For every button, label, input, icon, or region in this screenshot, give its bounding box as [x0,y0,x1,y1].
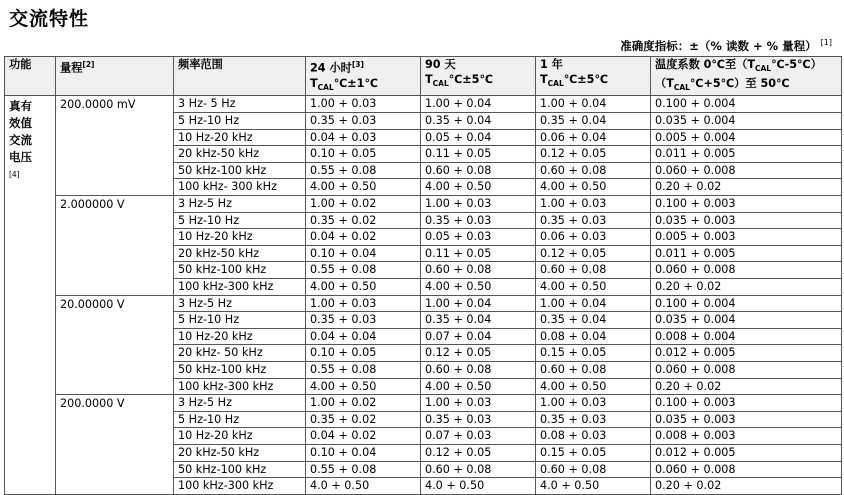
freq-cell: 5 Hz-10 Hz [174,113,306,130]
freq-cell: 3 Hz-5 Hz [174,295,306,312]
freq-cell: 50 kHz-100 kHz [174,262,306,279]
spec-24h-cell: 0.35 + 0.02 [306,411,421,428]
freq-cell: 20 kHz-50 kHz [174,146,306,163]
spec-24h-cell: 0.10 + 0.05 [306,345,421,362]
spec-90d-cell: 4.00 + 0.50 [421,179,536,196]
table-row [5,395,842,412]
spec-24h-cell: 0.04 + 0.02 [306,428,421,445]
table-row [5,196,842,213]
temp-coef-cell: 0.035 + 0.003 [651,411,842,428]
freq-cell: 3 Hz-5 Hz [174,395,306,412]
spec-24h-cell: 0.35 + 0.02 [306,212,421,229]
spec-90d-cell: 0.35 + 0.03 [421,212,536,229]
range-cell: 2.000000 V [56,196,174,296]
temp-coef-cell: 0.005 + 0.003 [651,229,842,246]
spec-24h-cell: 4.00 + 0.50 [306,279,421,296]
spec-24h-cell: 0.10 + 0.05 [306,146,421,163]
freq-cell: 100 kHz-300 kHz [174,378,306,395]
spec-1y-cell: 1.00 + 0.04 [536,295,651,312]
range-cell: 200.0000 mV [56,96,174,196]
temp-coef-cell: 0.060 + 0.008 [651,162,842,179]
temp-coef-cell: 0.060 + 0.008 [651,262,842,279]
col-90d: 90 天 $T_{CAL}℃\pm 5℃$ [421,57,536,96]
spec-1y-cell: 1.00 + 0.04 [536,96,651,113]
spec-24h-cell: 4.00 + 0.50 [306,378,421,395]
spec-90d-cell: 0.07 + 0.04 [421,328,536,345]
temp-coef-cell: 0.012 + 0.005 [651,345,842,362]
temp-coef-cell: 0.100 + 0.003 [651,196,842,213]
spec-1y-cell: 1.00 + 0.03 [536,196,651,213]
spec-1y-cell: 4.00 + 0.50 [536,279,651,296]
spec-1y-cell: 4.00 + 0.50 [536,179,651,196]
range-cell: 200.0000 V [56,395,174,495]
function-cell: 真有 效值 交流 电压 [4] [5,96,56,494]
accuracy-note: 准确度指标：±（% 读数 + % 量程） [1] [620,38,832,53]
spec-24h-cell: 0.35 + 0.03 [306,312,421,329]
spec-1y-cell: 0.12 + 0.05 [536,245,651,262]
spec-90d-cell: 0.05 + 0.03 [421,229,536,246]
col-range: 量程[2] [56,57,174,96]
temp-coef-cell: 0.035 + 0.004 [651,113,842,130]
spec-1y-cell: 0.06 + 0.04 [536,129,651,146]
freq-cell: 100 kHz- 300 kHz [174,179,306,196]
table-header-row [5,57,842,96]
col-24h: 24 小时[3] $T_{CAL}℃\pm 1℃$ [306,57,421,96]
temp-coef-cell: 0.100 + 0.004 [651,96,842,113]
spec-1y-cell: 0.35 + 0.04 [536,312,651,329]
spec-90d-cell: 1.00 + 0.04 [421,295,536,312]
col-temp-coef: 温度系数 0℃至$(T_{CAL}℃-5℃)$ $(T_{CAL}℃+5℃)$至 50℃ [651,57,842,96]
spec-90d-cell: 0.60 + 0.08 [421,461,536,478]
temp-coef-cell: 0.008 + 0.004 [651,328,842,345]
freq-cell: 50 kHz-100 kHz [174,461,306,478]
freq-cell: 10 Hz-20 kHz [174,129,306,146]
temp-coef-cell: 0.060 + 0.008 [651,361,842,378]
freq-cell: 10 Hz-20 kHz [174,328,306,345]
spec-90d-cell: 0.35 + 0.04 [421,113,536,130]
col-freq: 频率范围 [174,57,306,96]
freq-cell: 3 Hz-5 Hz [174,196,306,213]
spec-1y-cell: 0.08 + 0.04 [536,328,651,345]
freq-cell: 20 kHz-50 kHz [174,444,306,461]
temp-coef-cell: 0.20 + 0.02 [651,179,842,196]
spec-24h-cell: 0.55 + 0.08 [306,461,421,478]
temp-coef-cell: 0.100 + 0.004 [651,295,842,312]
spec-90d-cell: 1.00 + 0.03 [421,196,536,213]
spec-1y-cell: 0.35 + 0.03 [536,411,651,428]
spec-1y-cell: 4.00 + 0.50 [536,378,651,395]
spec-90d-cell: 0.12 + 0.05 [421,345,536,362]
freq-cell: 20 kHz- 50 kHz [174,345,306,362]
col-1y: 1 年 $T_{CAL}℃\pm 5℃$ [536,57,651,96]
spec-1y-cell: 1.00 + 0.03 [536,395,651,412]
spec-1y-cell: 0.08 + 0.03 [536,428,651,445]
spec-90d-cell: 0.07 + 0.03 [421,428,536,445]
freq-cell: 10 Hz-20 kHz [174,428,306,445]
temp-coef-cell: 0.035 + 0.003 [651,212,842,229]
freq-cell: 20 kHz-50 kHz [174,245,306,262]
page-title: 交流特性 [9,8,90,30]
spec-90d-cell: 0.60 + 0.08 [421,262,536,279]
spec-24h-cell: 0.04 + 0.04 [306,328,421,345]
range-cell: 20.00000 V [56,295,174,395]
spec-24h-cell: 1.00 + 0.03 [306,96,421,113]
spec-90d-cell: 4.00 + 0.50 [421,378,536,395]
freq-cell: 100 kHz-300 kHz [174,279,306,296]
spec-1y-cell: 4.0 + 0.50 [536,478,651,495]
freq-cell: 10 Hz-20 kHz [174,229,306,246]
temp-coef-cell: 0.005 + 0.004 [651,129,842,146]
ac-spec-table [4,56,842,495]
col-function: 功能 [5,57,56,96]
spec-90d-cell: 0.11 + 0.05 [421,245,536,262]
spec-24h-cell: 0.55 + 0.08 [306,262,421,279]
spec-90d-cell: 0.60 + 0.08 [421,361,536,378]
table-row [5,295,842,312]
table-row [5,96,842,113]
spec-1y-cell: 0.35 + 0.04 [536,113,651,130]
temp-coef-cell: 0.011 + 0.005 [651,146,842,163]
spec-90d-cell: 0.35 + 0.04 [421,312,536,329]
spec-1y-cell: 0.60 + 0.08 [536,262,651,279]
temp-coef-cell: 0.20 + 0.02 [651,478,842,495]
spec-90d-cell: 4.00 + 0.50 [421,279,536,296]
spec-1y-cell: 0.60 + 0.08 [536,461,651,478]
spec-90d-cell: 0.60 + 0.08 [421,162,536,179]
temp-coef-cell: 0.008 + 0.003 [651,428,842,445]
spec-1y-cell: 0.15 + 0.05 [536,444,651,461]
spec-24h-cell: 1.00 + 0.02 [306,196,421,213]
freq-cell: 3 Hz- 5 Hz [174,96,306,113]
temp-coef-cell: 0.100 + 0.003 [651,395,842,412]
spec-1y-cell: 0.15 + 0.05 [536,345,651,362]
spec-90d-cell: 4.0 + 0.50 [421,478,536,495]
spec-24h-cell: 0.55 + 0.08 [306,361,421,378]
temp-coef-cell: 0.20 + 0.02 [651,279,842,296]
spec-90d-cell: 1.00 + 0.04 [421,96,536,113]
spec-24h-cell: 0.55 + 0.08 [306,162,421,179]
freq-cell: 50 kHz-100 kHz [174,361,306,378]
spec-1y-cell: 0.12 + 0.05 [536,146,651,163]
temp-coef-cell: 0.012 + 0.005 [651,444,842,461]
spec-24h-cell: 0.10 + 0.04 [306,444,421,461]
spec-90d-cell: 0.35 + 0.03 [421,411,536,428]
spec-1y-cell: 0.60 + 0.08 [536,361,651,378]
freq-cell: 5 Hz-10 Hz [174,411,306,428]
spec-90d-cell: 0.05 + 0.04 [421,129,536,146]
temp-coef-cell: 0.035 + 0.004 [651,312,842,329]
spec-90d-cell: 1.00 + 0.03 [421,395,536,412]
spec-24h-cell: 0.04 + 0.02 [306,229,421,246]
freq-cell: 50 kHz-100 kHz [174,162,306,179]
spec-24h-cell: 4.0 + 0.50 [306,478,421,495]
temp-coef-cell: 0.20 + 0.02 [651,378,842,395]
freq-cell: 5 Hz-10 Hz [174,212,306,229]
spec-24h-cell: 0.35 + 0.03 [306,113,421,130]
spec-24h-cell: 0.04 + 0.03 [306,129,421,146]
spec-90d-cell: 0.11 + 0.05 [421,146,536,163]
spec-90d-cell: 0.12 + 0.05 [421,444,536,461]
spec-24h-cell: 4.00 + 0.50 [306,179,421,196]
spec-24h-cell: 0.10 + 0.04 [306,245,421,262]
spec-24h-cell: 1.00 + 0.02 [306,395,421,412]
temp-coef-cell: 0.060 + 0.008 [651,461,842,478]
freq-cell: 5 Hz-10 Hz [174,312,306,329]
spec-24h-cell: 1.00 + 0.03 [306,295,421,312]
spec-1y-cell: 0.35 + 0.03 [536,212,651,229]
freq-cell: 100 kHz-300 kHz [174,478,306,495]
spec-1y-cell: 0.60 + 0.08 [536,162,651,179]
spec-1y-cell: 0.06 + 0.03 [536,229,651,246]
temp-coef-cell: 0.011 + 0.005 [651,245,842,262]
